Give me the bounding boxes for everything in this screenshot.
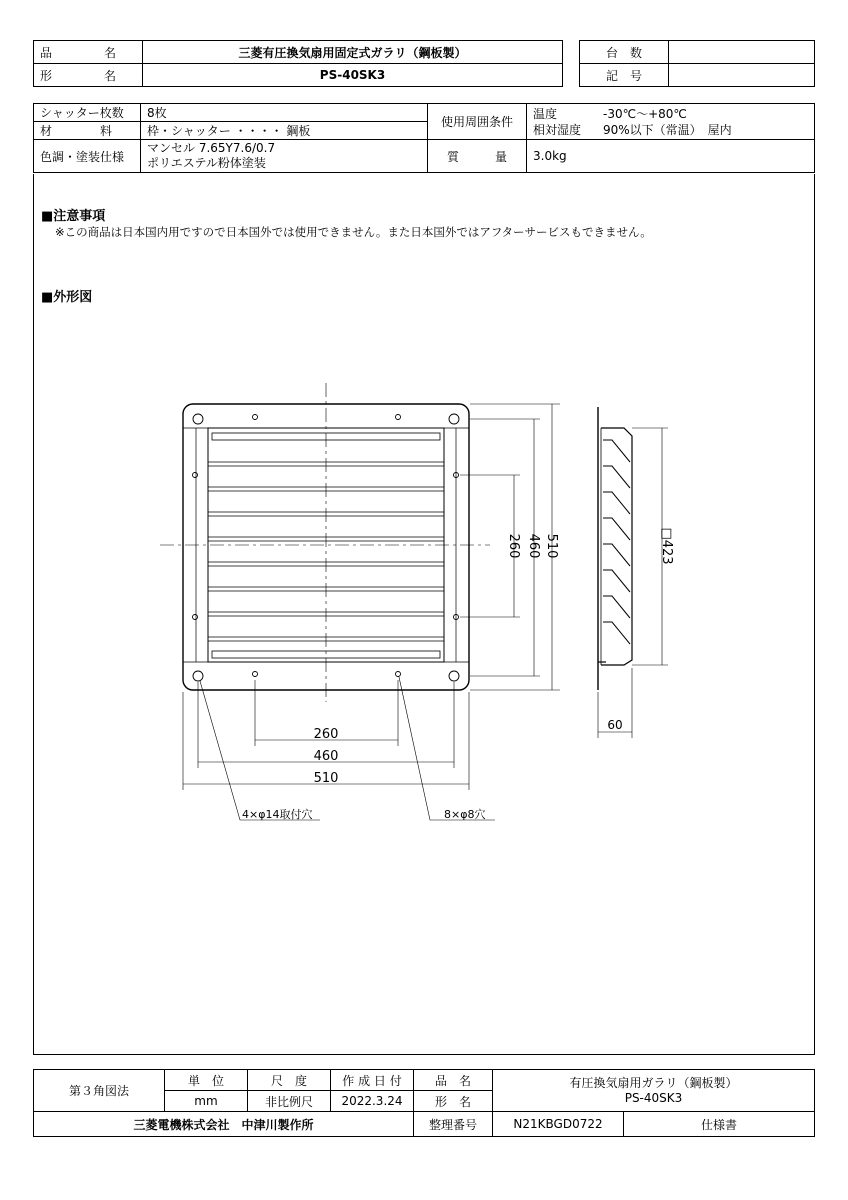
temp-value: -30℃～+80℃ — [603, 106, 687, 121]
humidity-value: 90%以下（常温） 屋内 — [603, 122, 732, 137]
mass-label: 質 量 — [428, 140, 527, 173]
dim-h-460: 460 — [313, 749, 339, 764]
ref-no: N21KBGD0722 — [493, 1112, 624, 1137]
product-name-label: 品 名 — [34, 41, 143, 64]
count-label: 台 数 — [580, 41, 669, 64]
mount-hole-leader — [200, 681, 320, 820]
mass-value: 3.0kg — [527, 140, 815, 173]
material: 枠・シャッター ・・・・ 鋼板 — [141, 122, 428, 140]
unit: mm — [165, 1091, 248, 1112]
color-line-2: ポリエステル粉体塗装 — [147, 156, 266, 170]
footer-table — [33, 1069, 815, 1137]
model-label: 形 名 — [34, 64, 143, 87]
projection: 第３角図法 — [34, 1070, 165, 1112]
outline-title: ■外形図 — [41, 290, 93, 305]
scale: 非比例尺 — [248, 1091, 331, 1112]
dim-h-260: 260 — [313, 727, 339, 742]
footer-model: PS-40SK3 — [624, 1090, 683, 1105]
scale-label: 尺 度 — [248, 1070, 331, 1091]
dim-side-square: □423 — [659, 527, 674, 565]
date: 2022.3.24 — [331, 1091, 414, 1112]
mount-hole-label: 4×φ14取付穴 — [242, 808, 313, 821]
small-hole-leader — [399, 677, 495, 820]
temp-label: 温度 — [533, 106, 558, 121]
date-label: 作 成 日 付 — [331, 1070, 414, 1091]
notes-title: ■注意事項 — [41, 209, 106, 224]
footer-product — [493, 1070, 815, 1112]
dim-v-510: 510 — [544, 533, 559, 559]
product-name: 三菱有圧換気扇用固定式ガラリ（鋼板製） — [143, 41, 563, 64]
env-label: 使用周囲条件 — [428, 104, 527, 140]
humidity-label: 相対湿度 — [533, 122, 582, 137]
symbol-label: 記 号 — [580, 64, 669, 87]
dim-depth: 60 — [607, 718, 623, 732]
dim-v-460: 460 — [526, 533, 541, 559]
shutter-count-label: シャッター枚数 — [34, 104, 141, 122]
company: 三菱電機株式会社 中津川製作所 — [34, 1112, 414, 1137]
small-hole-label: 8×φ8穴 — [444, 808, 486, 821]
name-label: 品 名 — [414, 1070, 493, 1091]
doc-type: 仕様書 — [624, 1112, 815, 1137]
model-label-footer: 形 名 — [414, 1091, 493, 1112]
color-label: 色調・塗装仕様 — [34, 140, 141, 173]
unit-label: 単 位 — [165, 1070, 248, 1091]
side-view — [598, 407, 632, 690]
material-label: 材 料 — [34, 122, 141, 140]
color-line-1: マンセル 7.65Y7.6/0.7 — [147, 141, 276, 155]
footer-product-name: 有圧換気扇用ガラリ（鋼板製） — [569, 1075, 738, 1090]
shutter-count: 8枚 — [141, 104, 428, 122]
model-name: PS-40SK3 — [143, 64, 563, 87]
notes-text: ※この商品は日本国内用ですので日本国外では使用できません。また日本国外ではアフターサービスもできません。 — [55, 225, 652, 239]
ref-label: 整理番号 — [414, 1112, 493, 1137]
dim-v-260: 260 — [506, 533, 521, 559]
dim-h-510: 510 — [313, 771, 339, 786]
